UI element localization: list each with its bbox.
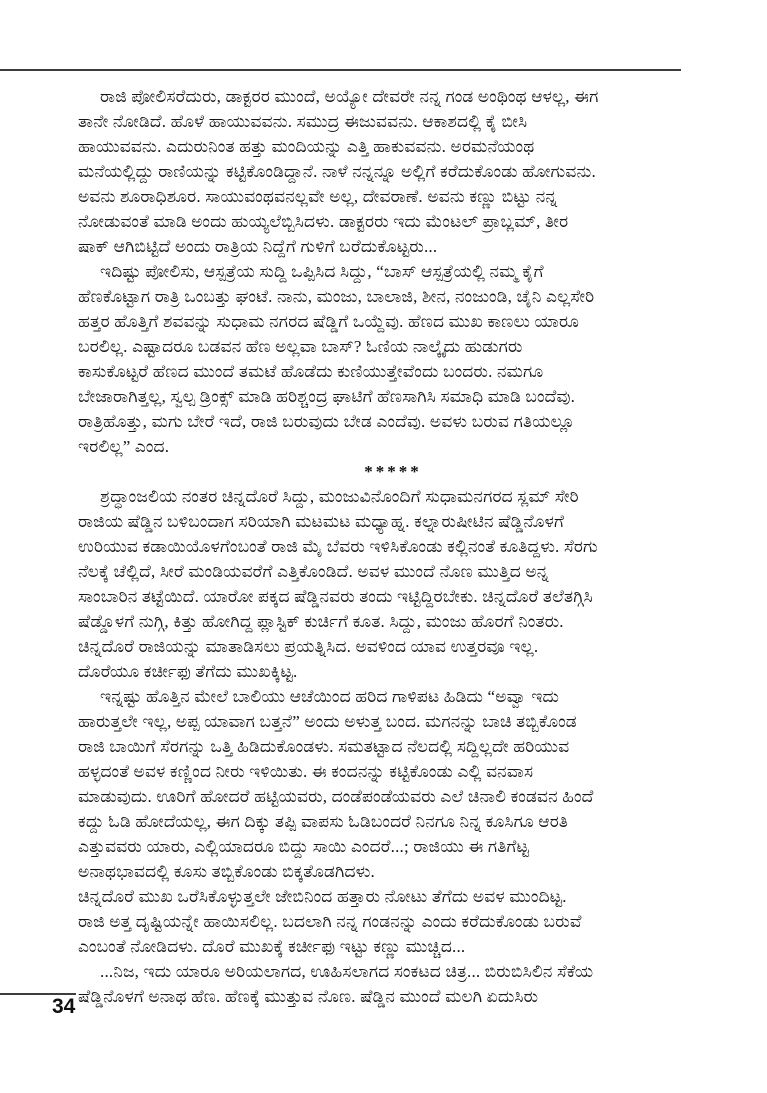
text-line: ಅವನು ಶೂರಾಧಿಶೂರ. ಸಾಯುವಂಥವನಲ್ಲವೇ ಅಲ್ಲ, ದೇವರಾಣೆ. ಅವನು ಕಣ್ಣು ಬಿಟ್ಟು ನನ್ನ [78, 187, 558, 206]
text-line: ಹೆಣಕೊಟ್ಟಾಗ ರಾತ್ರಿ ಒಂಬತ್ತು ಘಂಟೆ. ನಾನು, ಮಂಜು, ಬಾಲಾಜಿ, ಶೀನ, ನಂಜುಂಡಿ, ಚೈನಿ ಎಲ್ಲಸೇರಿ [78, 287, 595, 306]
page-number: 34 [52, 995, 76, 1018]
text-line: ಚಿನ್ನದೊರೆ ರಾಜಿಯನ್ನು ಮಾತಾಡಿಸಲು ಪ್ರಯತ್ನಿಸಿದ. ಅವಳಿಂದ ಯಾವ ಉತ್ತರವೂ ಇಲ್ಲ. [78, 637, 539, 656]
section-separator: ***** [364, 462, 422, 481]
paragraph [78, 684, 708, 884]
text-line: ನೆಲಕ್ಕೆ ಚೆಲ್ಲಿದೆ, ಸೀರೆ ಮಂಡಿಯವರೆಗೆ ಎತ್ತಿಕೊಂಡಿದೆ. ಅವಳ ಮುಂದೆ ನೊಣ ಮುತ್ತಿದ ಅನ್ನ [78, 562, 549, 581]
text-line: ಇದಿಷ್ಟು ಪೋಲಿಸು, ಆಸ್ಪತ್ರೆಯ ಸುದ್ದಿ ಒಪ್ಪಿಸಿದ ಸಿದ್ದು, “ಬಾಸ್ ಆಸ್ಪತ್ರೆಯಲ್ಲಿ ನಮ್ಮ ಕೈಗೆ [100, 262, 544, 281]
text-line: ಇರಲಿಲ್ಲ” ಎಂದ. [78, 437, 170, 456]
paragraph [78, 259, 708, 459]
text-line: ಕಾಸುಕೊಟ್ಟರೆ ಹೆಣದ ಮುಂದೆ ತಮಟೆ ಹೊಡೆದು ಕುಣಿಯುತ್ತೇವೆಂದು ಬಂದರು. ನಮಗೂ [78, 362, 544, 381]
text-line: ಉರಿಯುವ ಕಡಾಯಿಯೊಳಗೆಂಬಂತೆ ರಾಜಿ ಮೈ ಬೆವರು ಇಳಿಸಿಕೊಂಡು ಕಲ್ಲಿನಂತೆ ಕೂತಿದ್ದಳು. ಸೆರಗು [78, 537, 598, 556]
text-line: ರಾತ್ರಿಹೊತ್ತು, ಮಗು ಬೇರೆ ಇದೆ, ರಾಜಿ ಬರುವುದು ಬೇಡ ಎಂದೆವು. ಅವಳು ಬರುವ ಗತಿಯಲ್ಲೂ [78, 412, 575, 431]
text-line: ಅನಾಥಭಾವದಲ್ಲಿ ಕೂಸು ತಬ್ಬಿಕೊಂಡು ಬಿಕ್ಕತೊಡಗಿದಳು. [78, 862, 376, 881]
text-line: ರಾಜಿ ಪೋಲಿಸರೆದುರು, ಡಾಕ್ಟರರ ಮುಂದೆ, ಅಯ್ಯೋ ದೇವರೇ ನನ್ನ ಗಂಡ ಅಂಥಿಂಥ ಆಳಲ್ಲ, ಈಗ [100, 87, 599, 106]
header-rule [0, 69, 681, 71]
text-line: ಇನ್ನಷ್ಟು ಹೊತ್ತಿನ ಮೇಲೆ ಬಾಲಿಯು ಆಚೆಯಿಂದ ಹರಿದ ಗಾಳಿಪಟ ಹಿಡಿದು “ಅವ್ವಾ ಇದು [100, 687, 560, 706]
text-line: ರಾಜಿಯ ಷೆಡ್ಡಿನ ಬಳಿಬಂದಾಗ ಸರಿಯಾಗಿ ಮಟಮಟ ಮಧ್ಯಾಹ್ನ. ಕಲ್ನಾರುಷೀಟಿನ ಷೆಡ್ಡಿನೊಳಗೆ [78, 512, 565, 531]
text-line: ಮನೆಯಲ್ಲಿದ್ದು ರಾಣಿಯನ್ನು ಕಟ್ಟಿಕೊಂಡಿದ್ದಾನೆ. ನಾಳೆ ನನ್ನನ್ನೂ ಅಲ್ಲಿಗೆ ಕರೆದುಕೊಂಡು ಹೋಗುವನು. [78, 162, 596, 181]
text-line: ಬರಲಿಲ್ಲ. ಎಷ್ಟಾದರೂ ಬಡವನ ಹೆಣ ಅಲ್ಲವಾ ಬಾಸ್? ಓಣಿಯ ನಾಲ್ಕೈದು ಹುಡುಗರು [78, 337, 523, 356]
paragraph [78, 959, 708, 1009]
text-line: ಎಂಬಂತೆ ನೋಡಿದಳು. ದೊರೆ ಮುಖಕ್ಕೆ ಕರ್ಚೀಫು ಇಟ್ಟು ಕಣ್ಣು ಮುಚ್ಚಿದ... [78, 937, 466, 956]
text-line: ಷೆಡ್ಡೊಳಗೆ ನುಗ್ಗಿ, ಕಿತ್ತು ಹೋಗಿದ್ದ ಪ್ಲಾಸ್ಟಿಕ್ ಕುರ್ಚಿಗೆ ಕೂತ. ಸಿದ್ದು, ಮಂಜು ಹೊರಗೆ ನಿಂತರು. [78, 612, 564, 631]
text-line: ಬೇಜಾರಾಗಿತ್ತಲ್ಲ, ಸ್ವಲ್ಪ ಡ್ರಿಂಕ್ಸ್ ಮಾಡಿ ಹರಿಶ್ಚಂದ್ರ ಘಾಟಿಗೆ ಹೆಣಸಾಗಿಸಿ ಸಮಾಧಿ ಮಾಡಿ ಬಂದೆವು. [78, 387, 576, 406]
text-line: ರಾಜಿ ಅತ್ತ ದೃಷ್ಟಿಯನ್ನೇ ಹಾಯಿಸಲಿಲ್ಲ. ಬದಲಾಗಿ ನನ್ನ ಗಂಡನನ್ನು ಎಂದು ಕರೆದುಕೊಂಡು ಬರುವೆ [78, 912, 582, 931]
text-line: ಶ್ರದ್ಧಾಂಜಲಿಯ ನಂತರ ಚಿನ್ನದೊರೆ ಸಿದ್ದು, ಮಂಜುವಿನೊಂದಿಗೆ ಸುಧಾಮನಗರದ ಸ್ಲಮ್ ಸೇರಿ [100, 487, 579, 506]
text-line: ಹಾಯುವವನು. ಎದುರುನಿಂತ ಹತ್ತು ಮಂದಿಯನ್ನು ಎತ್ತಿ ಹಾಕುವವನು. ಅರಮನೆಯಂಥ [78, 137, 535, 156]
text-line: ದೊರೆಯೂ ಕರ್ಚೀಫು ತೆಗೆದು ಮುಖಕ್ಕಿಟ್ಟ. [78, 662, 298, 681]
text-line: ತಾನೇ ನೋಡಿದೆ. ಹೊಳೆ ಹಾಯುವವನು. ಸಮುದ್ರ ಈಜುವವನು. ಆಕಾಶದಲ್ಲಿ ಕೈ ಬೀಸಿ [78, 112, 528, 131]
body-text [78, 84, 708, 1009]
text-line: ...ನಿಜ, ಇದು ಯಾರೂ ಅರಿಯಲಾಗದ, ಊಹಿಸಲಾಗದ ಸಂಕಟದ ಚಿತ್ರ... ಬಿರುಬಿಸಿಲಿನ ಸೆಕೆಯ [100, 962, 594, 981]
paragraph [78, 884, 708, 959]
paragraph [78, 84, 708, 259]
text-line: ಷಾಕ್ ಆಗಿಬಿಟ್ಟಿದೆ ಅಂದು ರಾತ್ರಿಯ ನಿದ್ದೆಗೆ ಗುಳಿಗೆ ಬರೆದುಕೊಟ್ಟರು... [78, 237, 438, 256]
text-line: ಷೆಡ್ಡಿನೊಳಗೆ ಅನಾಥ ಹೆಣ. ಹೆಣಕ್ಕೆ ಮುತ್ತುವ ನೊಣ. ಷೆಡ್ಡಿನ ಮುಂದೆ ಮಲಗಿ ಏದುಸಿರು [78, 987, 539, 1006]
text-line: ರಾಜಿ ಬಾಯಿಗೆ ಸೆರಗನ್ನು ಒತ್ತಿ ಹಿಡಿದುಕೊಂಡಳು. ಸಮತಟ್ಟಾದ ನೆಲದಲ್ಲಿ ಸದ್ದಿಲ್ಲದೇ ಹರಿಯುವ [78, 737, 570, 756]
text-line: ಸಾಂಬಾರಿನ ತಟ್ಟೆಯಿದೆ. ಯಾರೋ ಪಕ್ಕದ ಷೆಡ್ಡಿನವರು ತಂದು ಇಟ್ಟಿದ್ದಿರಬೇಕು. ಚಿನ್ನದೊರೆ ತಲೆತಗ್ಗಿಸಿ [78, 587, 593, 606]
text-line: ಮಾಡುವುದು. ಊರಿಗೆ ಹೋದರೆ ಹಟ್ಟಿಯವರು, ದಂಡೆಪಂಡೆಯವರು ಎಲೆ ಚಿನಾಲಿ ಕಂಡವನ ಹಿಂದೆ [78, 787, 594, 806]
text-line: ಎತ್ತುವವರು ಯಾರು, ಎಲ್ಲಿಯಾದರೂ ಬಿದ್ದು ಸಾಯಿ ಎಂದರೆ...; ರಾಜಿಯು ಈ ಗತಿಗೆಟ್ಟ [78, 837, 530, 856]
text-line: ಹತ್ತರ ಹೊತ್ತಿಗೆ ಶವವನ್ನು ಸುಧಾಮ ನಗರದ ಷೆಡ್ಡಿಗೆ ಒಯ್ದೆವು. ಹೆಣದ ಮುಖ ಕಾಣಲು ಯಾರೂ [78, 312, 579, 331]
text-line: ಕದ್ದು ಓಡಿ ಹೋದೆಯಲ್ಲ, ಈಗ ದಿಕ್ಕು ತಪ್ಪಿ ವಾಪಸು ಓಡಿಬಂದರೆ ನಿನಗೂ ನಿನ್ನ ಕೂಸಿಗೂ ಆರತಿ [78, 812, 569, 831]
text-line: ಹಳ್ಳದಂತೆ ಅವಳ ಕಣ್ಣಿಂದ ನೀರು ಇಳಿಯಿತು. ಈ ಕಂದನನ್ನು ಕಟ್ಟಿಕೊಂಡು ಎಲ್ಲಿ ವನವಾಸ [78, 762, 534, 781]
paragraph [78, 484, 708, 684]
text-line: ಚಿನ್ನದೊರೆ ಮುಖ ಒರೆಸಿಕೊಳ್ಳುತ್ತಲೇ ಜೇಬಿನಿಂದ ಹತ್ತಾರು ನೋಟು ತೆಗೆದು ಅವಳ ಮುಂದಿಟ್ಟ. [78, 887, 567, 906]
text-line: ಹಾರುತ್ತಲೇ ಇಲ್ಲ, ಅಪ್ಪ ಯಾವಾಗ ಬತ್ತನೆ” ಅಂದು ಅಳುತ್ತ ಬಂದ. ಮಗನನ್ನು ಬಾಚಿ ತಬ್ಬಿಕೊಂಡ [78, 712, 577, 731]
text-line: ನೋಡುವಂತೆ ಮಾಡಿ ಅಂದು ಹುಯ್ಯಲೆಬ್ಬಿಸಿದಳು. ಡಾಕ್ಟರರು ಇದು ಮೆಂಟಲ್ ಪ್ರಾಬ್ಲಮ್, ತೀರ [78, 212, 569, 231]
